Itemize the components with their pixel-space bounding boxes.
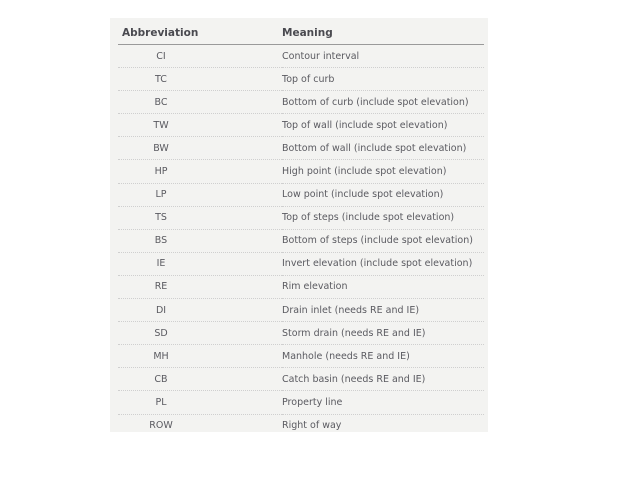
abbreviation-cell <box>118 137 282 160</box>
meaning-cell: Drain inlet (needs RE and IE) <box>282 299 484 322</box>
abbreviation-cell <box>118 299 282 322</box>
abbreviation-text: BC <box>154 96 168 108</box>
abbreviation-cell <box>118 275 282 298</box>
abbreviation-text: TW <box>153 119 169 131</box>
abbreviation-column-header: Abbreviation <box>118 22 282 45</box>
table-row <box>118 252 484 275</box>
meaning-cell: Low point (include spot elevation) <box>282 183 484 206</box>
meaning-column-header: Meaning <box>282 22 484 45</box>
meaning-cell: Storm drain (needs RE and IE) <box>282 322 484 345</box>
abbreviation-text: BS <box>154 235 168 247</box>
table-row <box>118 91 484 114</box>
abbreviation-text: DI <box>155 304 167 316</box>
table-row <box>118 368 484 391</box>
table-row <box>118 275 484 298</box>
abbreviation-cell <box>118 229 282 252</box>
meaning-cell: Top of wall (include spot elevation) <box>282 114 484 137</box>
meaning-cell: Invert elevation (include spot elevation) <box>282 252 484 275</box>
abbreviation-text: MH <box>153 350 169 362</box>
meaning-cell: Right of way <box>282 420 342 432</box>
abbreviation-cell <box>118 114 282 137</box>
abbreviation-cell <box>118 391 282 414</box>
table-row <box>118 322 484 345</box>
abbreviation-text: LP <box>155 189 167 201</box>
table-row <box>118 414 484 437</box>
meaning-cell: Catch basin (needs RE and IE) <box>282 368 484 391</box>
meaning-cell: Bottom of curb (include spot elevation) <box>282 91 484 114</box>
meaning-cell: Bottom of steps (include spot elevation) <box>282 229 484 252</box>
abbreviation-cell <box>118 368 282 391</box>
abbreviation-text: BW <box>153 142 169 154</box>
abbreviation-text: CB <box>154 373 168 385</box>
abbreviation-text: HP <box>154 166 168 178</box>
table-row <box>118 229 484 252</box>
table-row <box>118 391 484 414</box>
abbreviation-cell <box>118 45 282 68</box>
table-row <box>118 183 484 206</box>
table-row <box>118 299 484 322</box>
abbreviation-text: PL <box>155 396 167 408</box>
table-row <box>118 345 484 368</box>
abbreviation-cell <box>118 414 282 437</box>
abbreviation-cell <box>118 68 282 91</box>
abbreviation-cell <box>118 345 282 368</box>
abbreviation-text: TC <box>155 73 167 85</box>
abbreviation-text: ROW <box>149 420 173 432</box>
table-row <box>118 160 484 183</box>
abbreviation-text: CI <box>156 50 166 62</box>
abbreviation-cell <box>118 206 282 229</box>
abbreviation-text: RE <box>154 281 168 293</box>
abbreviation-table <box>118 22 484 437</box>
table-row <box>118 137 484 160</box>
table-row <box>118 45 484 68</box>
meaning-cell: Rim elevation <box>282 275 484 298</box>
meaning-cell: Property line <box>282 391 484 414</box>
abbreviation-cell <box>118 322 282 345</box>
abbreviation-text: SD <box>154 327 168 339</box>
meaning-cell: Contour interval <box>282 45 484 68</box>
meaning-cell: Top of curb <box>282 68 484 91</box>
meaning-cell: Manhole (needs RE and IE) <box>282 345 484 368</box>
abbreviation-text: TS <box>155 212 167 224</box>
abbreviation-cell <box>118 183 282 206</box>
meaning-cell: High point (include spot elevation) <box>282 160 484 183</box>
table-row <box>118 114 484 137</box>
table-row <box>118 68 484 91</box>
abbreviation-cell <box>118 160 282 183</box>
abbreviation-text: IE <box>156 258 166 270</box>
abbreviation-cell <box>118 91 282 114</box>
meaning-cell: Top of steps (include spot elevation) <box>282 206 484 229</box>
table-row <box>118 206 484 229</box>
meaning-cell: Bottom of wall (include spot elevation) <box>282 137 484 160</box>
table-header-row <box>118 22 484 45</box>
abbreviation-cell <box>118 252 282 275</box>
